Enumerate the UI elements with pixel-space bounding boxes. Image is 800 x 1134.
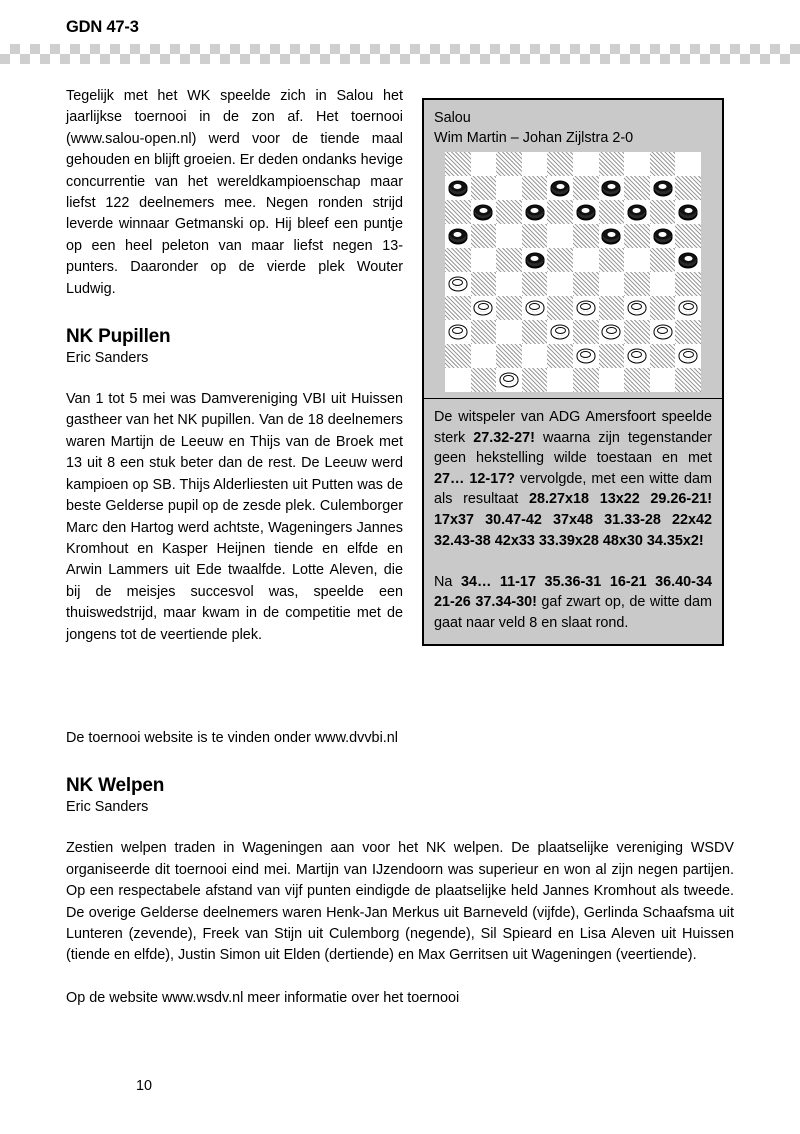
board-square-r6c1 [471, 296, 497, 320]
board-square-r2c1 [471, 200, 497, 224]
intro-paragraph: Tegelijk met het WK speelde zich in Salou het jaarlijkse toernooi in de zon af. Het toernooi (www.salou-open.nl) werd voor de tiende maal gehouden en blijft groeien. Er deden ondanks hevige concurrentie van het wereldkampioenschap maar liefst 122 deelnemers mee. Negen ronden strijd leverde winnaar Getmanski op. Hij bleef een puntje op een heel peleton van maar liefst negen 13-punters. Daaronder op de vierde plek Wouter Ludwig. [66, 88, 403, 297]
spacer [66, 749, 734, 775]
move-sequence-2: 34… 11-17 35.36-31 16-21 36.40-34 21-26 37.34-30! [434, 573, 712, 611]
board-square-r6c8 [650, 296, 676, 320]
board-square-r9c4 [547, 368, 573, 392]
board-square-r9c0 [445, 368, 471, 392]
board-square-r5c5 [573, 272, 599, 296]
board-square-r3c5 [573, 224, 599, 248]
board-square-r2c2 [496, 200, 522, 224]
black-piece [653, 229, 672, 244]
white-piece [653, 325, 672, 340]
board-square-r9c2 [496, 368, 522, 392]
board-square-r8c2 [496, 344, 522, 368]
analysis-text-c: vervolgde, met een witte dam als resultaat [434, 470, 712, 508]
checkered-divider [0, 44, 800, 64]
board-square-r0c4 [547, 152, 573, 176]
board-square-r7c3 [522, 320, 548, 344]
analysis-paragraph-2 [434, 572, 712, 634]
section-heading-pupillen: NK Pupillen [66, 326, 171, 348]
page-header-title: GDN 47-3 [66, 18, 139, 36]
board-square-r8c7 [624, 344, 650, 368]
board-square-r6c7 [624, 296, 650, 320]
board-square-r6c6 [599, 296, 625, 320]
board-square-r2c0 [445, 200, 471, 224]
board-square-r7c0 [445, 320, 471, 344]
diagram-box [422, 98, 724, 646]
board-square-r3c4 [547, 224, 573, 248]
board-square-r2c9 [675, 200, 701, 224]
diagram-event: Salou [434, 110, 471, 126]
website-line-pupillen: De toernooi website is te vinden onder www.dvvbi.nl [66, 730, 398, 746]
board-square-r9c7 [624, 368, 650, 392]
board-square-r1c3 [522, 176, 548, 200]
board-square-r8c9 [675, 344, 701, 368]
board-square-r3c8 [650, 224, 676, 248]
board-square-r0c1 [471, 152, 497, 176]
board-square-r8c0 [445, 344, 471, 368]
white-piece [627, 301, 646, 316]
white-piece [679, 301, 698, 316]
board-square-r1c1 [471, 176, 497, 200]
board-square-r3c6 [599, 224, 625, 248]
white-piece [679, 349, 698, 364]
board-square-r4c6 [599, 248, 625, 272]
spacer [66, 817, 734, 838]
section-heading-welpen: NK Welpen [66, 775, 165, 797]
board-square-r0c6 [599, 152, 625, 176]
black-piece [525, 253, 544, 268]
analysis-text-b: waarna zijn tegenstander geen hekstelling wilde toestaan en met [434, 429, 713, 467]
board-square-r8c8 [650, 344, 676, 368]
board-square-r0c7 [624, 152, 650, 176]
website-line-welpen: Op de website www.wsdv.nl meer informatie over het toernooi [66, 989, 460, 1006]
board-square-r5c2 [496, 272, 522, 296]
black-piece [525, 205, 544, 220]
board-square-r8c6 [599, 344, 625, 368]
board-square-r3c7 [624, 224, 650, 248]
board-square-r7c4 [547, 320, 573, 344]
board-square-r4c3 [522, 248, 548, 272]
board-square-r2c6 [599, 200, 625, 224]
white-piece [576, 349, 595, 364]
draughts-board [445, 152, 701, 392]
black-piece [602, 181, 621, 196]
diagram-analysis [424, 399, 722, 644]
board-square-r3c2 [496, 224, 522, 248]
board-square-r1c9 [675, 176, 701, 200]
board-square-r4c0 [445, 248, 471, 272]
board-square-r4c7 [624, 248, 650, 272]
board-square-r2c3 [522, 200, 548, 224]
board-square-r0c5 [573, 152, 599, 176]
pupillen-paragraph: Van 1 tot 5 mei was Damvereniging VBI uit Huissen gastheer van het NK pupillen. Van de 18 deelnemers waren Martijn de Leeuw en Thijs van de Broek met 13 uit 8 een stuk beter dan de rest. De Leeuw werd kampioen op SB. Thijs Alderliesten uit Putten was de beste Gelderse pupil op de zesde plek. Culemborger Marc den Hartog werd achtste, Wageningers Jannes Kromhout en Kasper Heijnen tiende en elfde en Arwin Lammers uit Ede twaalfde. Lotte Aleven, die bij de meisjes succesvol was, speelde een thuiswedstrijd, maar kwam in de competitie met de jongens tot de veertiende plek. [66, 391, 403, 643]
board-square-r3c1 [471, 224, 497, 248]
black-piece [474, 205, 493, 220]
board-square-r6c9 [675, 296, 701, 320]
board-square-r3c9 [675, 224, 701, 248]
white-piece [551, 325, 570, 340]
board-square-r7c1 [471, 320, 497, 344]
board-square-r9c5 [573, 368, 599, 392]
welpen-paragraph: Zestien welpen traden in Wageningen aan voor het NK welpen. De plaatselijke vereniging WSDV organiseerde dit toernooi eind mei. Martijn van IJzendoorn was superieur en won al zijn negen partijen. Op een respectabele afstand van vijf punten eindigde de plaatselijke held Jannes Kromhout als tweede. De overige Gelderse deelnemers waren Henk-Jan Merkus uit Barneveld (vijfde), Gerlinda Schaafsma uit Lunteren (zevende), Freek van Stijn uit Culemborg (negende), Sil Spieard en Lisa Aleven uit Huissen (tiende en elfde), Justin Simon uit Elden (dertiende) en Max Gerritsen uit Wageningen (veertiende). [66, 840, 734, 964]
board-square-r7c8 [650, 320, 676, 344]
board-square-r5c3 [522, 272, 548, 296]
board-square-r1c8 [650, 176, 676, 200]
board-square-r1c2 [496, 176, 522, 200]
board-square-r8c1 [471, 344, 497, 368]
black-piece [551, 181, 570, 196]
white-piece [602, 325, 621, 340]
board-square-r7c6 [599, 320, 625, 344]
board-square-r0c3 [522, 152, 548, 176]
analysis-paragraph-1 [434, 407, 712, 551]
board-square-r0c2 [496, 152, 522, 176]
board-square-r5c7 [624, 272, 650, 296]
diagram-header [424, 100, 722, 152]
black-piece [448, 229, 467, 244]
white-piece [448, 277, 467, 292]
board-square-r5c0 [445, 272, 471, 296]
black-piece [448, 181, 467, 196]
white-piece [576, 301, 595, 316]
board-square-r0c9 [675, 152, 701, 176]
white-piece [448, 325, 467, 340]
board-square-r5c6 [599, 272, 625, 296]
board-square-r9c6 [599, 368, 625, 392]
move-27-32-27: 27.32-27! [473, 429, 535, 446]
board-square-r6c2 [496, 296, 522, 320]
board-square-r8c3 [522, 344, 548, 368]
board-square-r2c8 [650, 200, 676, 224]
board-square-r4c1 [471, 248, 497, 272]
analysis-text-d: Na [434, 573, 461, 590]
spacer [66, 300, 403, 326]
board-square-r8c5 [573, 344, 599, 368]
black-piece [653, 181, 672, 196]
board-square-r2c4 [547, 200, 573, 224]
board-square-r4c5 [573, 248, 599, 272]
page-number: 10 [136, 1078, 153, 1094]
board-square-r9c8 [650, 368, 676, 392]
spacer [66, 967, 734, 988]
board-square-r3c3 [522, 224, 548, 248]
analysis-text-a: De witspeler van ADG Amersfoort speelde sterk [434, 409, 712, 446]
board-square-r7c9 [675, 320, 701, 344]
white-piece [474, 301, 493, 316]
board-square-r2c7 [624, 200, 650, 224]
board-square-r5c9 [675, 272, 701, 296]
black-piece [679, 253, 698, 268]
board-square-r6c0 [445, 296, 471, 320]
board-square-r4c2 [496, 248, 522, 272]
board-square-r4c4 [547, 248, 573, 272]
board-square-r9c3 [522, 368, 548, 392]
board-square-r1c0 [445, 176, 471, 200]
board-square-r1c4 [547, 176, 573, 200]
board-square-r9c9 [675, 368, 701, 392]
analysis-text-e: gaf zwart op, de witte dam gaat naar veld 8 en slaat rond. [434, 594, 712, 631]
byline-pupillen: Eric Sanders [66, 350, 149, 367]
board-container [424, 152, 722, 398]
board-square-r0c8 [650, 152, 676, 176]
lower-text-column [66, 728, 734, 1009]
board-square-r6c3 [522, 296, 548, 320]
board-square-r4c8 [650, 248, 676, 272]
board-square-r6c5 [573, 296, 599, 320]
board-square-r3c0 [445, 224, 471, 248]
byline-welpen: Eric Sanders [66, 799, 149, 816]
white-piece [627, 349, 646, 364]
board-square-r1c5 [573, 176, 599, 200]
board-square-r1c7 [624, 176, 650, 200]
board-square-r7c7 [624, 320, 650, 344]
left-text-column [66, 86, 403, 646]
black-piece [679, 205, 698, 220]
board-square-r7c5 [573, 320, 599, 344]
board-square-r5c4 [547, 272, 573, 296]
white-piece [525, 301, 544, 316]
board-square-r4c9 [675, 248, 701, 272]
spacer [66, 368, 403, 389]
white-piece [499, 373, 518, 388]
board-square-r9c1 [471, 368, 497, 392]
board-square-r1c6 [599, 176, 625, 200]
board-square-r6c4 [547, 296, 573, 320]
board-square-r0c0 [445, 152, 471, 176]
black-piece [602, 229, 621, 244]
black-piece [576, 205, 595, 220]
diagram-players: Wim Martin – Johan Zijlstra 2-0 [434, 130, 634, 146]
board-square-r7c2 [496, 320, 522, 344]
board-square-r5c8 [650, 272, 676, 296]
black-piece [627, 205, 646, 220]
board-square-r8c4 [547, 344, 573, 368]
move-12-17: 27… 12-17? [434, 470, 515, 487]
move-sequence-1: 28.27x18 13x22 29.26-21! 17x37 30.47-42 37x48 31.33-28 22x42 32.43-38 42x33 33.39x28 48x30 34.35x2! [434, 491, 713, 549]
board-square-r5c1 [471, 272, 497, 296]
board-square-r2c5 [573, 200, 599, 224]
